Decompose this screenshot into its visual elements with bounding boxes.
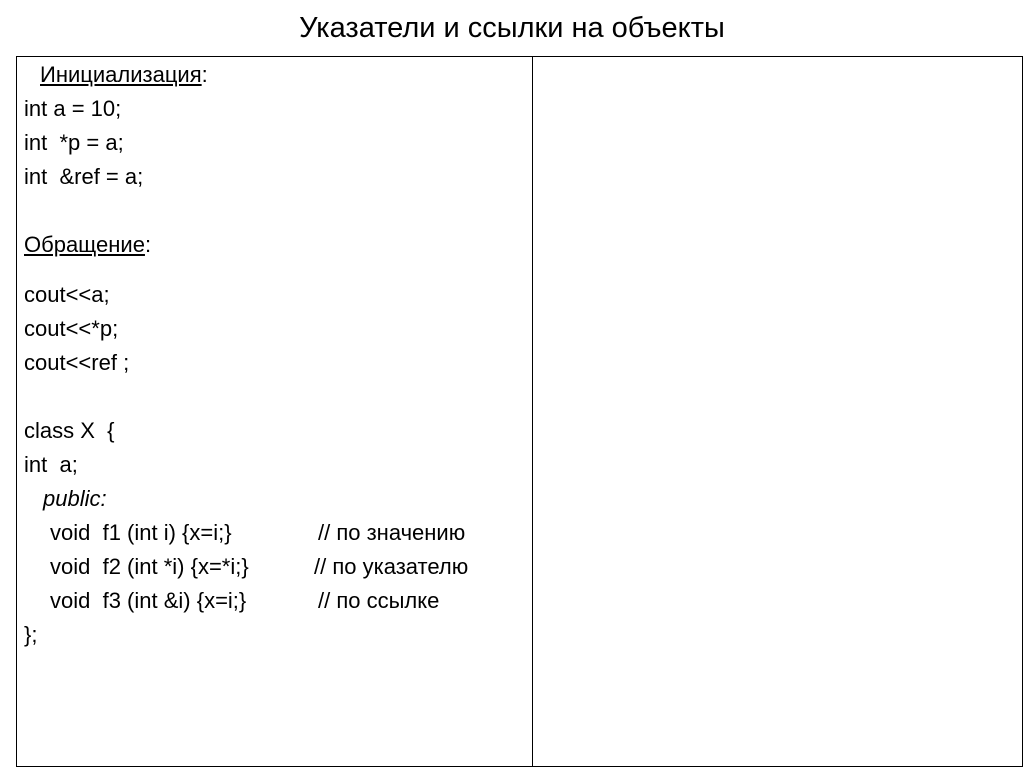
code-line-public: public: [43, 486, 107, 511]
code-line-member: int a; [24, 452, 78, 477]
code-line-class-open: class X { [24, 418, 115, 443]
init-heading-line [40, 61, 208, 89]
code-line-cout-a: cout<<a; [24, 282, 110, 307]
code-line-init-a: int a = 10; [24, 96, 122, 121]
init-heading: Инициализация [40, 62, 202, 87]
code-line-f1: void f1 (int i) {x=i;} [50, 520, 232, 545]
code-line-init-p: int *p = a; [24, 130, 124, 155]
access-heading-colon: : [144, 232, 152, 257]
access-heading: Обращение [24, 232, 145, 257]
comment-f3: // по ссылке [318, 588, 440, 613]
code-line-cout-ref: cout<<ref ; [24, 350, 130, 375]
code-line-cout-p: cout<<*p; [24, 316, 119, 341]
access-heading-line [24, 231, 151, 259]
slide-title: Указатели и ссылки на объекты [299, 12, 725, 44]
right-cell [533, 57, 1022, 766]
code-line-f2: void f2 (int *i) {x=*i;} [50, 554, 249, 579]
code-line-f3: void f3 (int &i) {x=i;} [50, 588, 247, 613]
comment-f2: // по указателю [314, 554, 469, 579]
content-table [16, 56, 1023, 767]
init-heading-colon: : [201, 62, 208, 87]
code-line-class-close: }; [24, 622, 38, 647]
comment-f1: // по значению [318, 520, 466, 545]
code-line-init-ref: int &ref = a; [24, 164, 144, 189]
